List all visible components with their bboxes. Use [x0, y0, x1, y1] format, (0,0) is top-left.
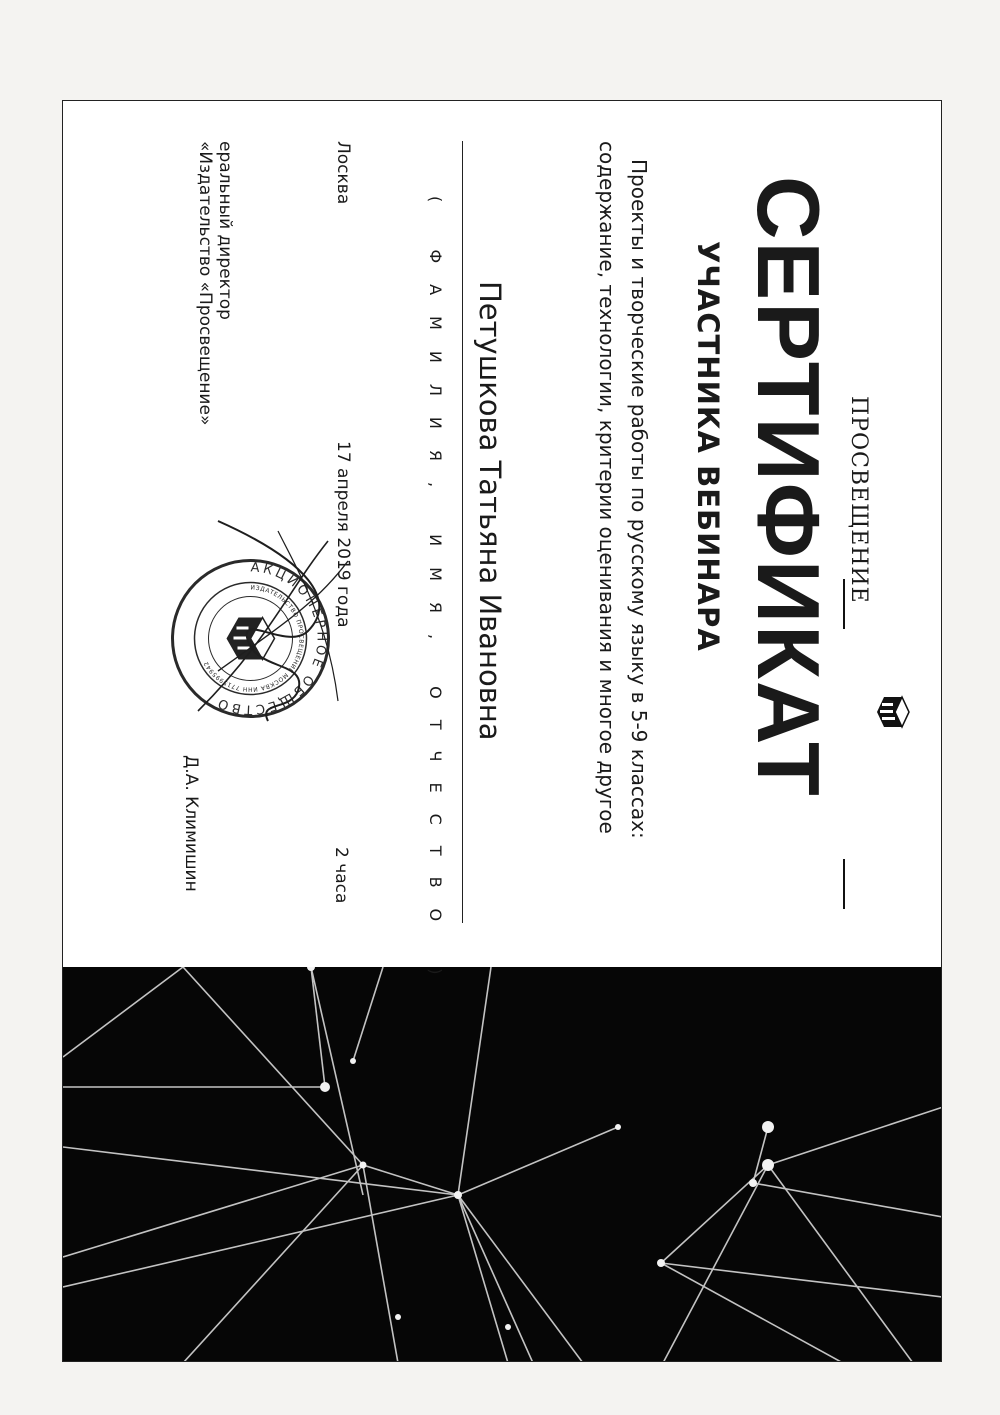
- director-title: еральный директор: [215, 141, 235, 320]
- decorative-dark-band: [63, 967, 942, 1362]
- name-underline: [462, 141, 463, 923]
- brand-rule-left: [843, 579, 845, 629]
- certificate-sheet: [62, 100, 942, 1362]
- brand-rule-right: [843, 859, 845, 909]
- director-name: Д.А. Климишин: [181, 755, 201, 892]
- name-caption: ( ФАМИЛИЯ, ИМЯ, ОТЧЕСТВО ): [426, 196, 445, 996]
- webinar-topic-line-1: Проекты и творческие работы по русскому языку в 5-9 классах:: [627, 159, 651, 839]
- certificate-title: СЕРТИФИКАТ: [739, 176, 838, 798]
- participant-name: Петушкова Татьяна Ивановна: [473, 281, 507, 741]
- director-signature: [178, 501, 368, 731]
- certificate-content: [63, 101, 942, 996]
- duration: 2 часа: [331, 847, 351, 904]
- seal-inner-text: ИЗДАТЕЛЬСТВО ПРОСВЕЩЕНИЕ МОСКВА ИНН 7715995942: [202, 584, 305, 693]
- webinar-topic-line-2: содержание, технологии, критерии оценивания и многое другое: [595, 141, 619, 834]
- prosveshchenie-cube-icon: [875, 694, 911, 730]
- seal-ring-text: АКЦИОНЕРНОЕ ОБЩЕСТВО: [213, 560, 329, 717]
- brand-name: ПРОСВЕЩЕНИЕ: [846, 396, 871, 604]
- city: Лосква: [333, 141, 353, 205]
- event-date: 17 апреля 2019 года: [333, 441, 353, 628]
- network-lines-pattern: [63, 967, 942, 1362]
- director-organization: «Издательство «Просвещение»: [195, 141, 215, 426]
- certificate-subtitle: УЧАСТНИКА ВЕБИНАРА: [691, 241, 725, 652]
